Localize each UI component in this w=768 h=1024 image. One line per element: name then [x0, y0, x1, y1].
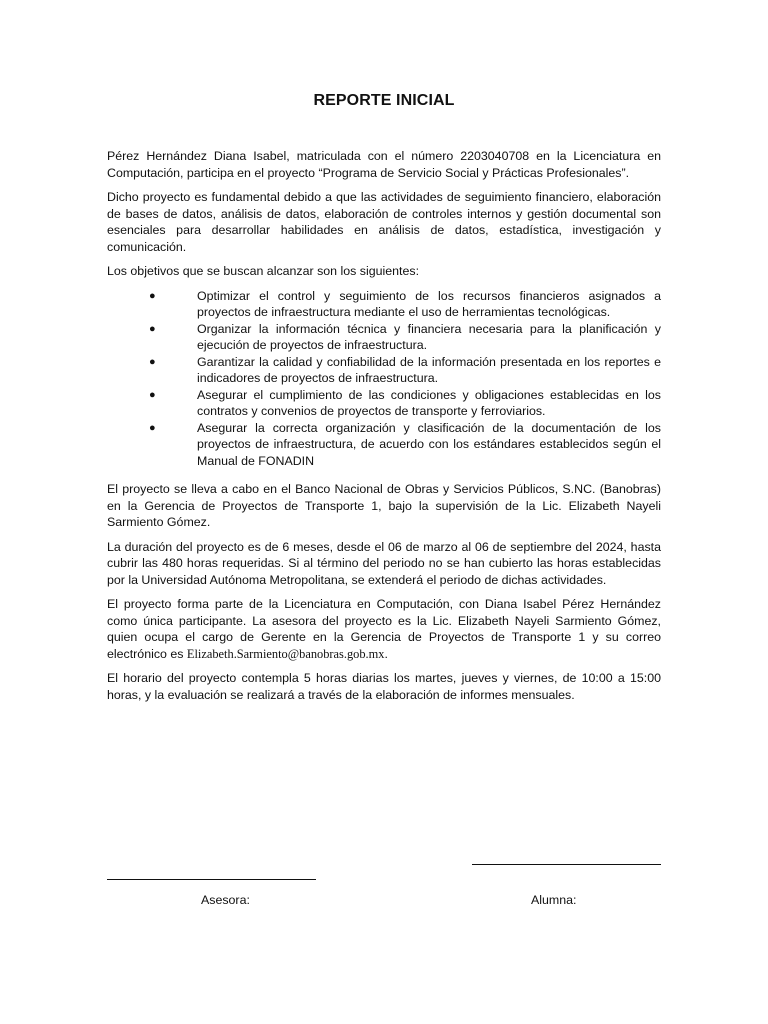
bullet-icon: ● — [149, 322, 156, 335]
objective-item — [107, 288, 661, 321]
paragraph-advisor — [107, 596, 661, 662]
advisor-text-end: . — [384, 646, 388, 661]
paragraph-student-info: Pérez Hernández Diana Isabel, matriculada con el número 2203040708 en la Licenciatura en Computación, participa en el proyecto “Programa de Servicio Social y Prácticas Profesionales”. — [107, 149, 661, 180]
bullet-icon: ● — [149, 355, 156, 368]
objective-item — [107, 420, 661, 470]
paragraph-schedule: El horario del proyecto contempla 5 horas diarias los martes, jueves y viernes, de 10:00 a 15:00 horas, y la evaluación se realizará a través de la elaboración de informes mensuales. — [107, 671, 661, 702]
objective-item — [107, 387, 661, 420]
advisor-email: Elizabeth.Sarmiento@banobras.gob.mx — [186, 646, 385, 661]
objective-text: Asegurar el cumplimiento de las condiciones y obligaciones establecidas en los contratos y convenios de proyectos de transporte y ferroviarios. — [197, 387, 661, 418]
advisor-signature-line — [107, 879, 316, 880]
objectives-list — [107, 288, 661, 470]
objective-item — [107, 354, 661, 387]
objective-text: Organizar la información técnica y financiera necesaria para la planificación y ejecución de proyectos de infraestructura. — [197, 321, 661, 352]
document-body — [107, 148, 661, 711]
bullet-icon: ● — [149, 388, 156, 401]
objective-text: Optimizar el control y seguimiento de los recursos financieros asignados a proyectos de infraestructura mediante el uso de herramientas tecnológicas. — [197, 288, 661, 319]
objective-text: Asegurar la correcta organización y clasificación de la documentación de los proyectos de infraestructura, de acuerdo con los estándares establecidos según el Manual de FONADIN — [197, 420, 661, 468]
bullet-icon: ● — [149, 289, 156, 302]
bullet-icon: ● — [149, 421, 156, 434]
paragraph-location: El proyecto se lleva a cabo en el Banco Nacional de Obras y Servicios Públicos, S.NC. (Banobras) en la Gerencia de Proyectos de Transporte 1, bajo la supervisión de la Lic. Elizabeth Nayeli Sarmiento Gómez. — [107, 482, 661, 529]
student-signature-label: Alumna: — [531, 893, 577, 907]
objective-item — [107, 321, 661, 354]
document-title: REPORTE INICIAL — [313, 92, 455, 109]
objective-text: Garantizar la calidad y confiabilidad de la información presentada en los reportes e indicadores de proyectos de infraestructura. — [197, 354, 661, 385]
objectives-intro: Los objetivos que se buscan alcanzar son los siguientes: — [107, 264, 420, 278]
advisor-text: El proyecto forma parte de la Licenciatura en Computación, con Diana Isabel Pérez Hernández como única participante. La asesora del proyecto es la Lic. Elizabeth Nayeli Sarmiento Gómez, quien ocupa el cargo de Gerente en la Gerencia de Proyectos de Transporte 1 y su correo electrónico es — [107, 597, 661, 661]
student-signature-line — [472, 864, 661, 865]
advisor-signature-label: Asesora: — [201, 893, 250, 907]
paragraph-project-importance: Dicho proyecto es fundamental debido a que las actividades de seguimiento financiero, elaboración de bases de datos, análisis de datos, elaboración de controles internos y gestión documental son esenciales para desarrollar habilidades en análisis de datos, estadística, investigación y comunicación. — [107, 190, 661, 254]
paragraph-duration: La duración del proyecto es de 6 meses, desde el 06 de marzo al 06 de septiembre del 2024, hasta cubrir las 480 horas requeridas. Si al término del periodo no se han cubierto las horas establecidas por la Universidad Autónoma Metropolitana, se extenderá el periodo de dichas actividades. — [107, 539, 661, 587]
